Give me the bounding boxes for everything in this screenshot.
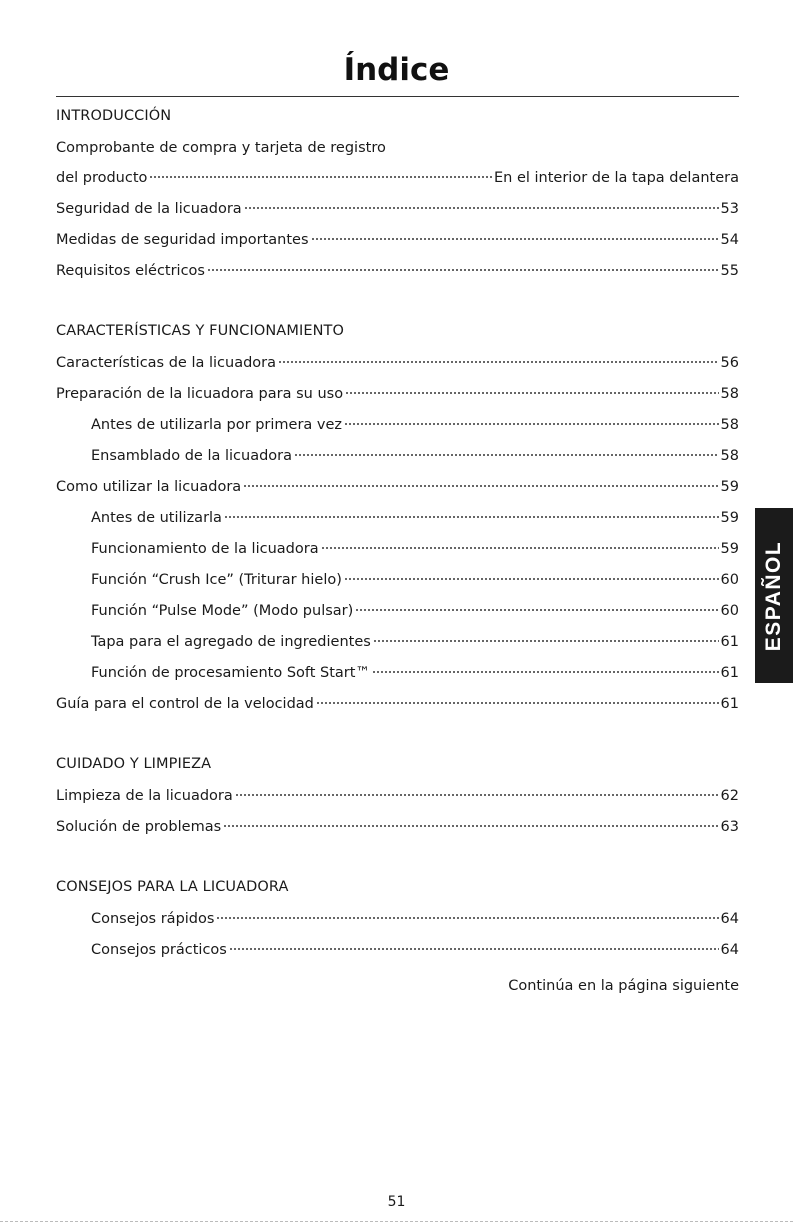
language-tab [755,508,793,683]
toc-entry-page: 59 [720,541,739,557]
toc-entry-como-utilizar[interactable] [56,477,739,497]
dot-leader [278,361,719,363]
toc-entry-antes-utilizarla[interactable] [56,508,739,528]
dot-leader [243,485,718,487]
toc-entry-page: 54 [720,232,739,248]
toc-entry-comprobante[interactable] [56,138,739,188]
toc-entry-crush-ice[interactable] [56,570,739,590]
section-introduccion [56,106,739,281]
toc-entry-label: Requisitos eléctricos [56,263,205,279]
toc-entry-label: Función “Crush Ice” (Triturar hielo) [91,572,342,588]
toc-entry-caracteristicas-licuadora[interactable] [56,353,739,373]
toc-entry-consejos-rapidos[interactable] [56,909,739,929]
toc-entry-seguridad-licuadora[interactable] [56,199,739,219]
toc-entry-label-line1: Comprobante de compra y tarjeta de registro [56,140,386,156]
toc-entry-page: 63 [720,819,739,835]
toc-entry-label: Antes de utilizarla [91,510,222,526]
section-cuidado-limpieza [56,754,739,837]
dot-leader [345,392,718,394]
dot-leader [373,640,719,642]
page-number: 51 [387,1194,406,1210]
toc-entry-label: Funcionamiento de la licuadora [91,541,319,557]
dot-leader [344,578,719,580]
toc-entry-page: 58 [720,386,739,402]
section-heading: INTRODUCCIÓN [56,108,172,124]
toc-entry-consejos-practicos[interactable] [56,940,739,960]
dot-leader [294,454,719,456]
toc-entry-page: 61 [720,665,739,681]
toc-entry-medidas-seguridad[interactable] [56,230,739,250]
toc-entry-funcionamiento[interactable] [56,539,739,559]
toc-entry-label: del producto [56,170,148,186]
toc-entry-label: Función “Pulse Mode” (Modo pulsar) [91,603,354,619]
dot-leader [311,238,719,240]
section-heading: CUIDADO Y LIMPIEZA [56,756,212,772]
toc-entry-line2 [56,168,739,188]
dot-leader [207,269,719,271]
dot-leader [223,825,718,827]
title-divider [56,96,739,97]
toc-entry-page: 56 [720,355,739,371]
toc-entry-label: Antes de utilizarla por primera vez [91,417,343,433]
toc-entry-soft-start[interactable] [56,663,739,683]
toc-entry-preparacion[interactable] [56,384,739,404]
section-heading: CONSEJOS PARA LA LICUADORA [56,879,289,895]
dot-leader [149,176,492,178]
toc-entry-page: 59 [720,479,739,495]
language-tab-label: ESPAÑOL [762,540,785,651]
toc-entry-label: Medidas de seguridad importantes [56,232,309,248]
dot-leader [344,423,719,425]
toc-entry-label: Solución de problemas [56,819,222,835]
section-heading: CARACTERÍSTICAS Y FUNCIONAMIENTO [56,323,344,339]
toc-entry-label: Función de procesamiento Soft Start™ [91,665,370,681]
toc-entry-page: 60 [720,572,739,588]
toc-entry-page: 58 [720,417,739,433]
dot-leader [316,702,719,704]
toc-entry-label: Consejos rápidos [91,911,215,927]
toc-entry-page: 59 [720,510,739,526]
toc-entry-page: 53 [720,201,739,217]
toc-entry-page: 64 [720,942,739,958]
dot-leader [235,794,719,796]
toc-entry-tapa-ingredientes[interactable] [56,632,739,652]
toc-entry-label: Características de la licuadora [56,355,276,371]
table-of-contents [56,106,739,971]
dot-leader [216,917,718,919]
dot-leader [372,671,719,673]
dot-leader [224,516,719,518]
toc-entry-guia-velocidad[interactable] [56,694,739,714]
toc-entry-solucion-problemas[interactable] [56,817,739,837]
section-caracteristicas [56,321,739,714]
toc-entry-requisitos-electricos[interactable] [56,261,739,281]
toc-entry-ensamblado[interactable] [56,446,739,466]
toc-entry-page: En el interior de la tapa delantera [494,170,739,186]
toc-entry-label: Tapa para el agregado de ingredientes [91,634,371,650]
footer-divider [0,1221,793,1222]
toc-entry-page: 62 [720,788,739,804]
toc-entry-label: Ensamblado de la licuadora [91,448,293,464]
toc-entry-page: 61 [720,634,739,650]
toc-entry-limpieza[interactable] [56,786,739,806]
dot-leader [321,547,719,549]
toc-entry-pulse-mode[interactable] [56,601,739,621]
toc-entry-page: 58 [720,448,739,464]
page-title: Índice [343,52,450,88]
toc-entry-label: Preparación de la licuadora para su uso [56,386,344,402]
toc-entry-page: 61 [720,696,739,712]
toc-entry-label: Consejos prácticos [91,942,227,958]
toc-entry-label: Como utilizar la licuadora [56,479,242,495]
dot-leader [229,948,719,950]
toc-entry-page: 64 [720,911,739,927]
toc-entry-label: Seguridad de la licuadora [56,201,242,217]
continue-note: Continúa en la página siguiente [508,978,739,994]
toc-entry-label: Guía para el control de la velocidad [56,696,314,712]
toc-entry-label: Limpieza de la licuadora [56,788,233,804]
dot-leader [355,609,718,611]
toc-entry-antes-primera-vez[interactable] [56,415,739,435]
toc-entry-page: 55 [720,263,739,279]
toc-entry-page: 60 [720,603,739,619]
section-consejos [56,877,739,960]
dot-leader [244,207,719,209]
